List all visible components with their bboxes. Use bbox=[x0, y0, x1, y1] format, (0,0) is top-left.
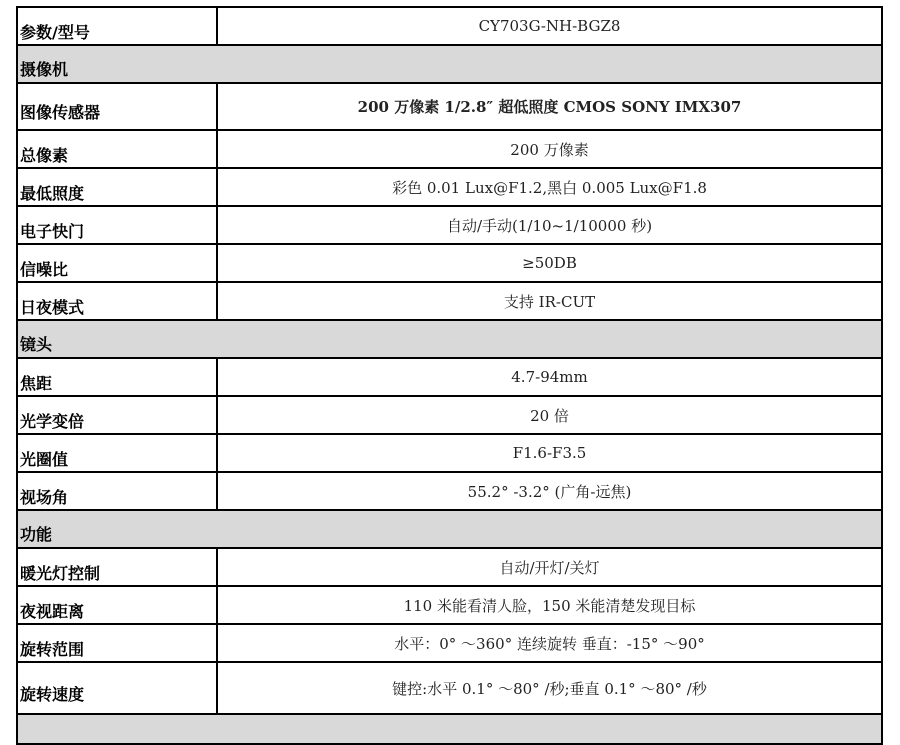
focal-length-value: 4.7-94mm bbox=[217, 358, 882, 396]
focal-length-label: 焦距 bbox=[17, 358, 217, 396]
table-row-focal-length bbox=[17, 358, 882, 396]
table-row-day-night bbox=[17, 282, 882, 320]
model-label: 参数/型号 bbox=[17, 7, 217, 45]
optical-zoom-label: 光学变倍 bbox=[17, 396, 217, 434]
table-row-optical-zoom bbox=[17, 396, 882, 434]
section-camera bbox=[17, 45, 882, 83]
warm-light-label: 暖光灯控制 bbox=[17, 548, 217, 586]
table-row-aperture bbox=[17, 434, 882, 472]
shutter-label: 电子快门 bbox=[17, 206, 217, 244]
table-row-shutter bbox=[17, 206, 882, 244]
field-of-view-label: 视场角 bbox=[17, 472, 217, 510]
rotation-speed-label: 旋转速度 bbox=[17, 662, 217, 714]
section-lens bbox=[17, 320, 882, 358]
table-row-min-illumination bbox=[17, 168, 882, 206]
model-value: CY703G-NH-BGZ8 bbox=[217, 7, 882, 45]
section-next-title bbox=[17, 714, 882, 744]
sensor-value: 200 万像素 1/2.8″ 超低照度 CMOS SONY IMX307 bbox=[217, 83, 882, 130]
spec-table bbox=[16, 6, 883, 745]
field-of-view-value: 55.2° -3.2° (广角-远焦) bbox=[217, 472, 882, 510]
section-function-title: 功能 bbox=[17, 510, 882, 548]
aperture-value: F1.6-F3.5 bbox=[217, 434, 882, 472]
rotation-speed-value: 键控:水平 0.1° ～80° /秒;垂直 0.1° ～80° /秒 bbox=[217, 662, 882, 714]
night-distance-label: 夜视距离 bbox=[17, 586, 217, 624]
table-row-field-of-view bbox=[17, 472, 882, 510]
table-row-model bbox=[17, 7, 882, 45]
day-night-value: 支持 IR-CUT bbox=[217, 282, 882, 320]
min-illumination-value: 彩色 0.01 Lux@F1.2,黑白 0.005 Lux@F1.8 bbox=[217, 168, 882, 206]
aperture-label: 光圈值 bbox=[17, 434, 217, 472]
sensor-label: 图像传感器 bbox=[17, 83, 217, 130]
table-row-night-distance bbox=[17, 586, 882, 624]
table-row-warm-light bbox=[17, 548, 882, 586]
snr-label: 信噪比 bbox=[17, 244, 217, 282]
section-camera-title: 摄像机 bbox=[17, 45, 882, 83]
rotation-range-value: 水平：0° ～360° 连续旋转 垂直：-15° ～90° bbox=[217, 624, 882, 662]
shutter-value: 自动/手动(1/10~1/10000 秒) bbox=[217, 206, 882, 244]
section-lens-title: 镜头 bbox=[17, 320, 882, 358]
rotation-range-label: 旋转范围 bbox=[17, 624, 217, 662]
warm-light-value: 自动/开灯/关灯 bbox=[217, 548, 882, 586]
table-row-rotation-range bbox=[17, 624, 882, 662]
snr-value: ≥50DB bbox=[217, 244, 882, 282]
pixels-value: 200 万像素 bbox=[217, 130, 882, 168]
day-night-label: 日夜模式 bbox=[17, 282, 217, 320]
pixels-label: 总像素 bbox=[17, 130, 217, 168]
min-illumination-label: 最低照度 bbox=[17, 168, 217, 206]
table-row-sensor bbox=[17, 83, 882, 130]
night-distance-value: 110 米能看清人脸，150 米能清楚发现目标 bbox=[217, 586, 882, 624]
section-function bbox=[17, 510, 882, 548]
table-row-pixels bbox=[17, 130, 882, 168]
table-row-snr bbox=[17, 244, 882, 282]
table-row-rotation-speed bbox=[17, 662, 882, 714]
section-next bbox=[17, 714, 882, 744]
optical-zoom-value: 20 倍 bbox=[217, 396, 882, 434]
